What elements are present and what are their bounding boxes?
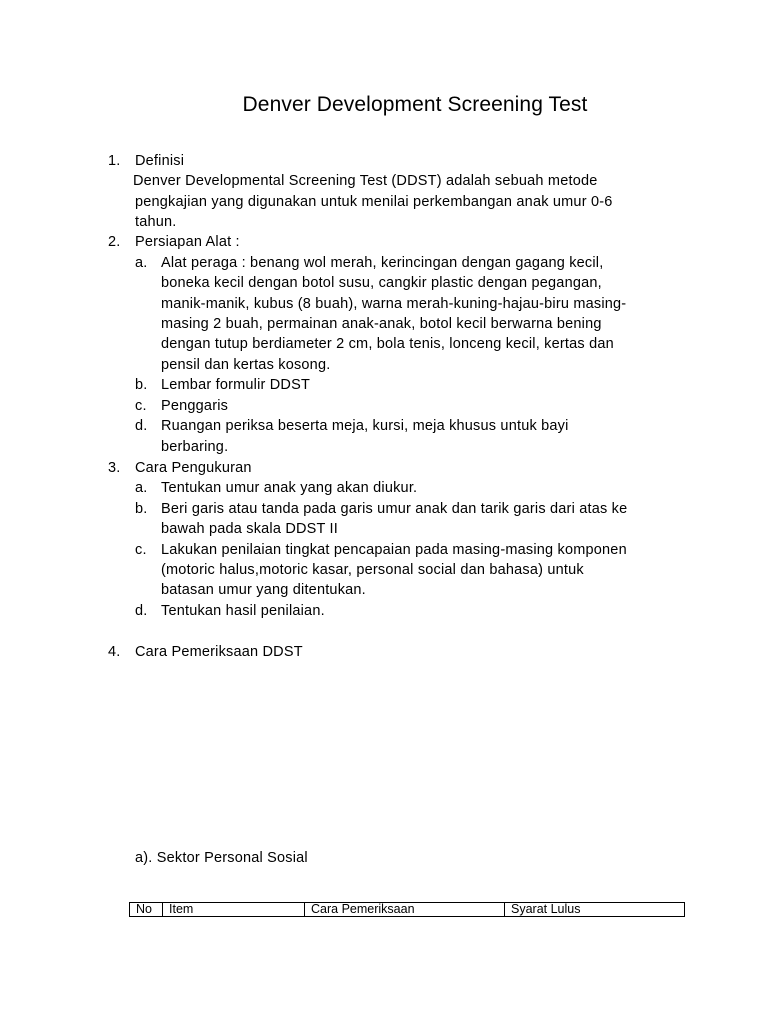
list-item-line: manik-manik, kubus (8 buah), warna merah-kuning-hajau-biru masing- bbox=[161, 296, 627, 312]
list-marker: c. bbox=[135, 398, 147, 414]
section-3-heading: Cara Pengukuran bbox=[135, 460, 252, 476]
document-title: Denver Development Screening Test bbox=[242, 93, 588, 116]
list-item-line: Tentukan hasil penilaian. bbox=[161, 603, 325, 619]
list-marker: c. bbox=[135, 542, 147, 558]
list-marker: a. bbox=[135, 255, 148, 271]
table-header-cell: Item bbox=[163, 903, 305, 917]
list-item-line: Ruangan periksa beserta meja, kursi, meja khusus untuk bayi bbox=[161, 418, 569, 434]
section-1-heading: Definisi bbox=[135, 153, 185, 169]
list-item-line: dengan tutup berdiameter 2 cm, bola tenis, lonceng kecil, kertas dan bbox=[161, 336, 614, 352]
list-item-line: Lembar formulir DDST bbox=[161, 377, 311, 393]
list-item-line: Lakukan penilaian tingkat pencapaian pada masing-masing komponen bbox=[161, 542, 627, 558]
section-4-heading: Cara Pemeriksaan DDST bbox=[135, 644, 303, 660]
list-item-line: (motoric halus,motoric kasar, personal social dan bahasa) untuk bbox=[161, 562, 584, 578]
section-2-number: 2. bbox=[108, 234, 121, 250]
list-item-line: bawah pada skala DDST II bbox=[161, 521, 339, 537]
section-1-paragraph-line: Denver Developmental Screening Test (DDST) adalah sebuah metode bbox=[133, 173, 598, 189]
subsection-heading: a). Sektor Personal Sosial bbox=[135, 850, 308, 866]
list-marker: d. bbox=[135, 418, 148, 434]
list-item-line: boneka kecil dengan botol susu, cangkir plastic dengan pegangan, bbox=[161, 275, 602, 291]
section-3-number: 3. bbox=[108, 460, 121, 476]
list-marker: a. bbox=[135, 480, 148, 496]
list-item-line: masing 2 buah, permainan anak-anak, botol kecil berwarna bening bbox=[161, 316, 602, 332]
list-item-line: Beri garis atau tanda pada garis umur anak dan tarik garis dari atas ke bbox=[161, 501, 628, 517]
list-item-line: Tentukan umur anak yang akan diukur. bbox=[161, 480, 418, 496]
table-header-cell: Cara Pemeriksaan bbox=[305, 903, 505, 917]
list-marker: d. bbox=[135, 603, 148, 619]
personal-social-table bbox=[129, 902, 685, 917]
section-1-number: 1. bbox=[108, 153, 121, 169]
section-1-paragraph-line: pengkajian yang digunakan untuk menilai perkembangan anak umur 0-6 bbox=[135, 194, 613, 210]
section-4-number: 4. bbox=[108, 644, 121, 660]
list-marker: b. bbox=[135, 377, 148, 393]
table-header-cell: Syarat Lulus bbox=[505, 903, 685, 917]
list-marker: b. bbox=[135, 501, 148, 517]
list-item-line: pensil dan kertas kosong. bbox=[161, 357, 331, 373]
list-item-line: Alat peraga : benang wol merah, kerincingan dengan gagang kecil, bbox=[161, 255, 604, 271]
list-item-line: Penggaris bbox=[161, 398, 229, 414]
list-item-line: batasan umur yang ditentukan. bbox=[161, 582, 366, 598]
table-header-cell: No bbox=[130, 903, 163, 917]
list-item-line: berbaring. bbox=[161, 439, 229, 455]
table-header-row bbox=[130, 903, 685, 917]
section-2-heading: Persiapan Alat : bbox=[135, 234, 240, 250]
section-1-paragraph-line: tahun. bbox=[135, 214, 177, 230]
